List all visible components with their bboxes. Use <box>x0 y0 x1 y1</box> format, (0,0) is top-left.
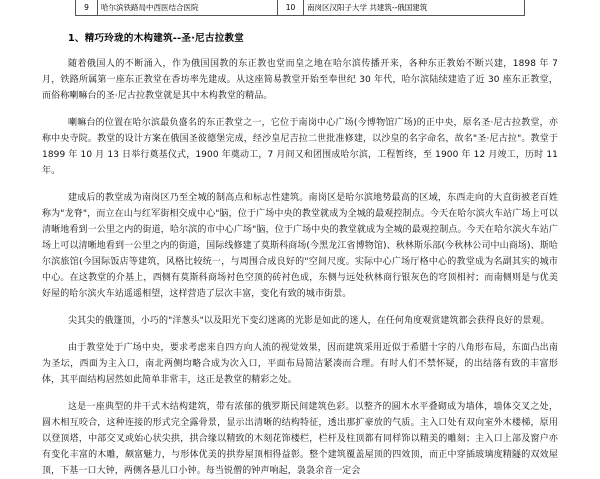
paragraph: 这是一座典型的井干式木结构建筑，带有浓郁的俄罗斯民间建筑色彩。以整齐的圆木水平叠砌成为墙体，墙体交叉之处，圆木相互咬合，这种连接的形式完全露骨景，显示出清晰的结构特征，透出那扩豪放的气质。主入口处有双向室外木楼梯，原用以登顶塔，中部交叉或始心状尖拱，拱合缘以精致的木刻花饰楼栏，栏杆及柱顶都有同样饰以精美的雕刻；主入口上部及窗户亦有变化丰富的木雕，颇富魅力，与形体优美的拱券屋顶相得益彰。整个建筑覆盖屋顶的四效顶，而正中穿插玻璃度精隧的双效屋顶，下基一口大钟，两侧各悬儿口小钟。每当锐僧的钟声响起，袅袅余音一定会 <box>42 402 558 476</box>
document-body <box>30 30 570 479</box>
paragraph: 建成后的教堂成为南岗区乃至全城的制高点和标志性建筑。南岗区是哈尔滨地势最高的区域，东西走向的大直街被老百姓称为"龙脊"，而立在山与红军街相交成中心"脑，位于广场中央的教堂就成为全城的最观控制点。今天在哈尔滨火车站广场上可以清晰地看到一公里之内的街道，哈尔滨的市中心广场"脑，位于广场中央的教堂就成为全城的最观控制点。今天在哈尔滨火车站广场上可以清晰地看到一公里之内的街道，国际线修建了莫斯科商场(今黑龙江省博物馆)、秋林斯乐部(今秋林公司中山商场)、斯哈尔滨旅馆(今国际饭店等建筑，风格比较统一，与周围合成良好的"空间尺度。实际中心广场厅格中心的教堂成为名副其实的城市中心。在这教堂的介基上，西侧有莫斯科商场衬色空顶的砖衬色成，东侧与远处秋林商行银灰色的穹顶相衬；而南侧则是与优美好屋的哈尔滨火车站遥遥相望，这样营造了层次丰富，变化有致的城市街景。 <box>42 193 558 299</box>
section-heading: 1、精巧玲珑的木构建筑--圣·尼古拉教堂 <box>68 33 245 44</box>
table-cell-index-2: 10 <box>278 0 304 15</box>
paragraph: 尖其尖的俄篷顶，小巧的"洋葱头"以及阳光下变幻迷离的光影是如此的迷人，在任何角度观赏建筑都会获得良好的景观。 <box>68 316 550 326</box>
paragraph: 随着俄国人的不断涌入，作为俄国国教的东正教也堂而皇之地在哈尔滨传播开来，各种东正教始不断兴建，1898 年 7 月，铁路所属第一座东正教堂在香坊率先建成。从这座简易教堂开始至奉世纪 30 年代，哈尔滨陆续建造了近 30 座东正教堂，而俗称喇嘛台的圣·尼古拉教堂就是其中木构教堂的精品。 <box>42 59 558 101</box>
table-cell-index-1: 9 <box>76 0 98 15</box>
table-row-strip <box>75 0 525 16</box>
paragraph: 喇嘛台的位置在哈尔滨最负盛名的东正教堂之一，它位于南岗中心广场(今博物馆广场)的正中央，原名圣·尼古拉教堂，亦称中央寺院。教堂的设计方案在俄国圣彼德堡完成，经沙皇尼吉拉二世批准修建，以沙皇的名字命名，故名"圣·尼古拉"。教堂于 1899 年 10 月 13 日举行奠基仪式，1900 年奠动工，7 月间又和团围成哈尔滨，工程暂终，至 1900 年 12 月竣工，历时 11 年。 <box>42 118 558 176</box>
table-cell-name-2: 南岗区汉阳子大学 共建筑--俄国建筑 <box>307 3 428 12</box>
paragraph: 由于教堂处于广场中央，要求考虑来自四方向人流的视觉效果，因而建筑采用近似于希腊十字的八角形布局，东面凸出南为圣坛，西面为主入口，南北两侧均略合成为次入口，平面布局简洁紧凑而合理。有时人们不禁怀疑，的出结落有致的丰富形体，其平面结构居然如此简单非常丰，这正是教堂的精彩之处。 <box>42 343 558 385</box>
table-cell-name-1: 哈尔滨铁路局中西医结合医院 <box>98 0 278 15</box>
